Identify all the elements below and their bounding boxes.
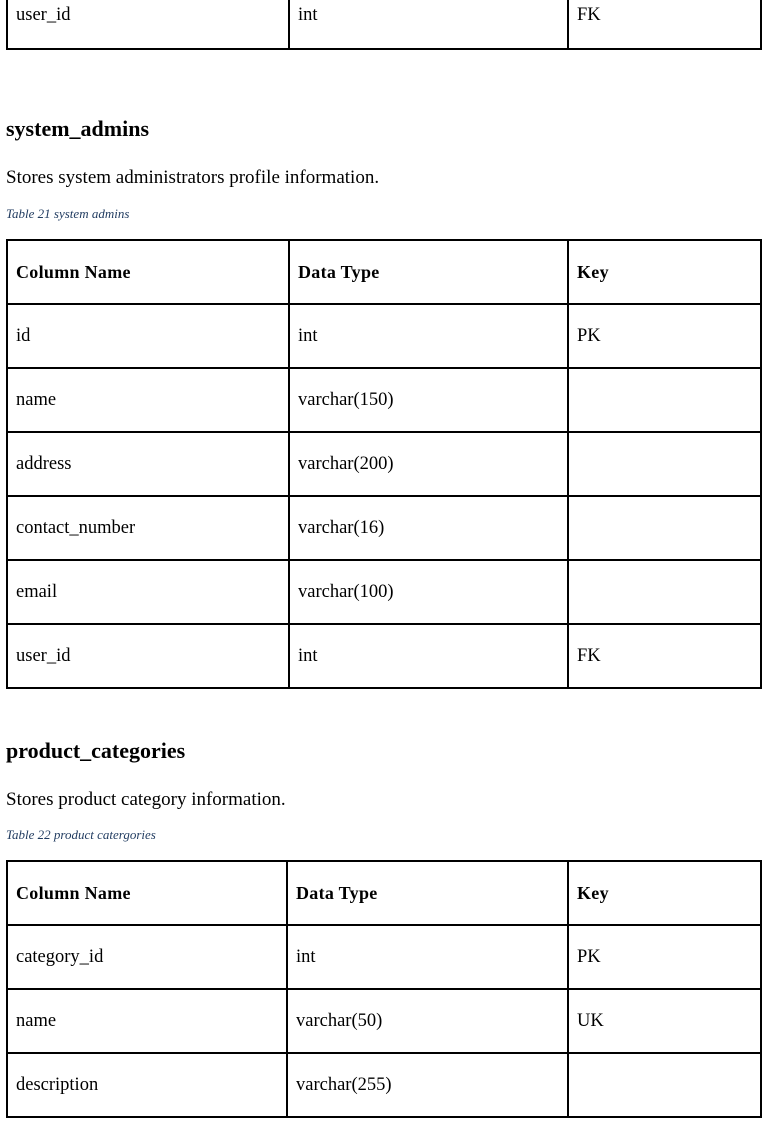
header-data-type: Data Type [287,861,568,925]
header-key: Key [568,861,761,925]
table-row [7,560,761,624]
cell-column-name: user_id [7,0,289,49]
cell-column-name: category_id [7,925,287,989]
cell-data-type: varchar(16) [289,496,568,560]
cell-column-name: contact_number [7,496,289,560]
section-heading-product-categories: product_categories [6,738,186,763]
header-key: Key [568,240,761,304]
cell-key [568,560,761,624]
table-row [7,0,761,49]
cell-key [568,368,761,432]
cell-column-name: name [7,989,287,1053]
table-row [7,304,761,368]
cell-column-name: name [7,368,289,432]
header-column-name: Column Name [7,861,287,925]
table-header-row [7,240,761,304]
cell-data-type: varchar(50) [287,989,568,1053]
cell-column-name: description [7,1053,287,1117]
table-row [7,1053,761,1117]
cell-key: FK [568,624,761,688]
table-caption-product-categories: Table 22 product catergories [6,827,156,842]
cell-key: FK [568,0,761,49]
header-column-name: Column Name [7,240,289,304]
cell-column-name: address [7,432,289,496]
cell-data-type: varchar(255) [287,1053,568,1117]
section-description-product-categories: Stores product category information. [6,789,286,810]
cell-column-name: user_id [7,624,289,688]
table-row [7,432,761,496]
cell-key: PK [568,925,761,989]
cell-key [568,1053,761,1117]
cell-data-type: int [289,0,568,49]
previous-table-fragment [6,0,762,50]
cell-key [568,432,761,496]
cell-key: PK [568,304,761,368]
table-row [7,624,761,688]
cell-column-name: id [7,304,289,368]
header-data-type: Data Type [289,240,568,304]
table-caption-system-admins: Table 21 system admins [6,206,130,221]
cell-key [568,496,761,560]
table-row [7,989,761,1053]
section-heading-system-admins: system_admins [6,116,150,141]
product-categories-table [6,860,762,1118]
table-row [7,925,761,989]
cell-column-name: email [7,560,289,624]
table-row [7,496,761,560]
cell-data-type: int [289,304,568,368]
system-admins-table [6,239,762,689]
table-row [7,368,761,432]
cell-data-type: varchar(200) [289,432,568,496]
cell-data-type: varchar(100) [289,560,568,624]
cell-key: UK [568,989,761,1053]
table-header-row [7,861,761,925]
cell-data-type: int [287,925,568,989]
cell-data-type: int [289,624,568,688]
section-description-system-admins: Stores system administrators profile information. [6,167,380,188]
cell-data-type: varchar(150) [289,368,568,432]
